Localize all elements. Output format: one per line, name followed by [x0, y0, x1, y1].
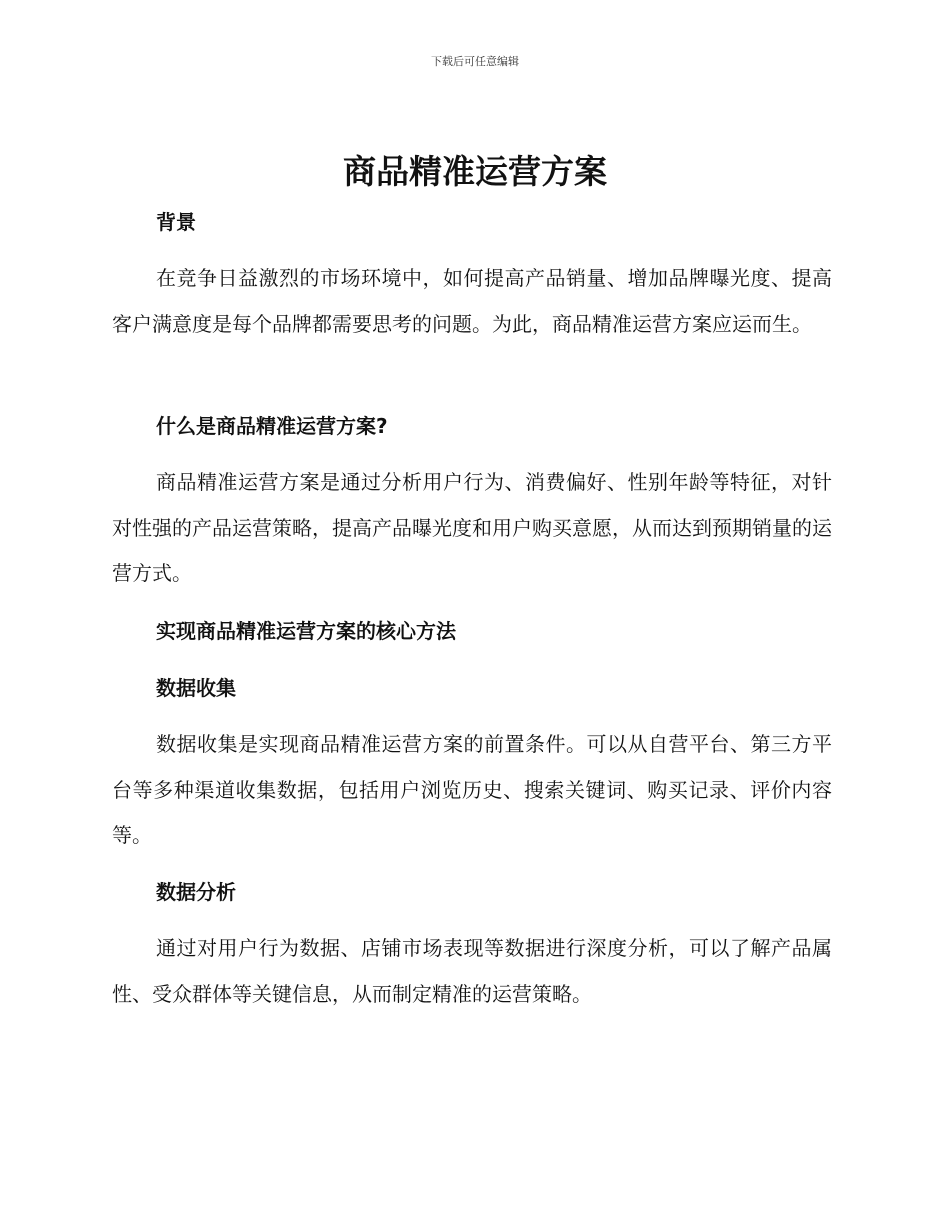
- paragraph-background: 在竞争日益激烈的市场环境中，如何提高产品销量、增加品牌曝光度、提高客户满意度是每个品牌都需要思考的问题。为此，商品精准运营方案应运而生。: [112, 266, 832, 336]
- paragraph-data-collection: 数据收集是实现商品精准运营方案的前置条件。可以从自营平台、第三方平台等多种渠道收集数据，包括用户浏览历史、搜索关键词、购买记录、评价内容等。: [112, 732, 832, 847]
- heading-data-analysis: 数据分析: [156, 880, 236, 904]
- heading-background: 背景: [156, 210, 196, 234]
- heading-what-is: 什么是商品精准运营方案?: [156, 414, 388, 438]
- paragraph-what-is: 商品精准运营方案是通过分析用户行为、消费偏好、性别年龄等特征，对针对性强的产品运营策略，提高产品曝光度和用户购买意愿，从而达到预期销量的运营方式。: [112, 470, 832, 585]
- paragraph-data-analysis: 通过对用户行为数据、店铺市场表现等数据进行深度分析，可以了解产品属性、受众群体等关键信息，从而制定精准的运营策略。: [112, 936, 832, 1006]
- heading-core-methods: 实现商品精准运营方案的核心方法: [156, 619, 456, 643]
- heading-data-collection: 数据收集: [156, 676, 236, 700]
- document-title: 商品精准运营方案: [343, 152, 607, 191]
- header-note: 下载后可任意编辑: [431, 55, 519, 68]
